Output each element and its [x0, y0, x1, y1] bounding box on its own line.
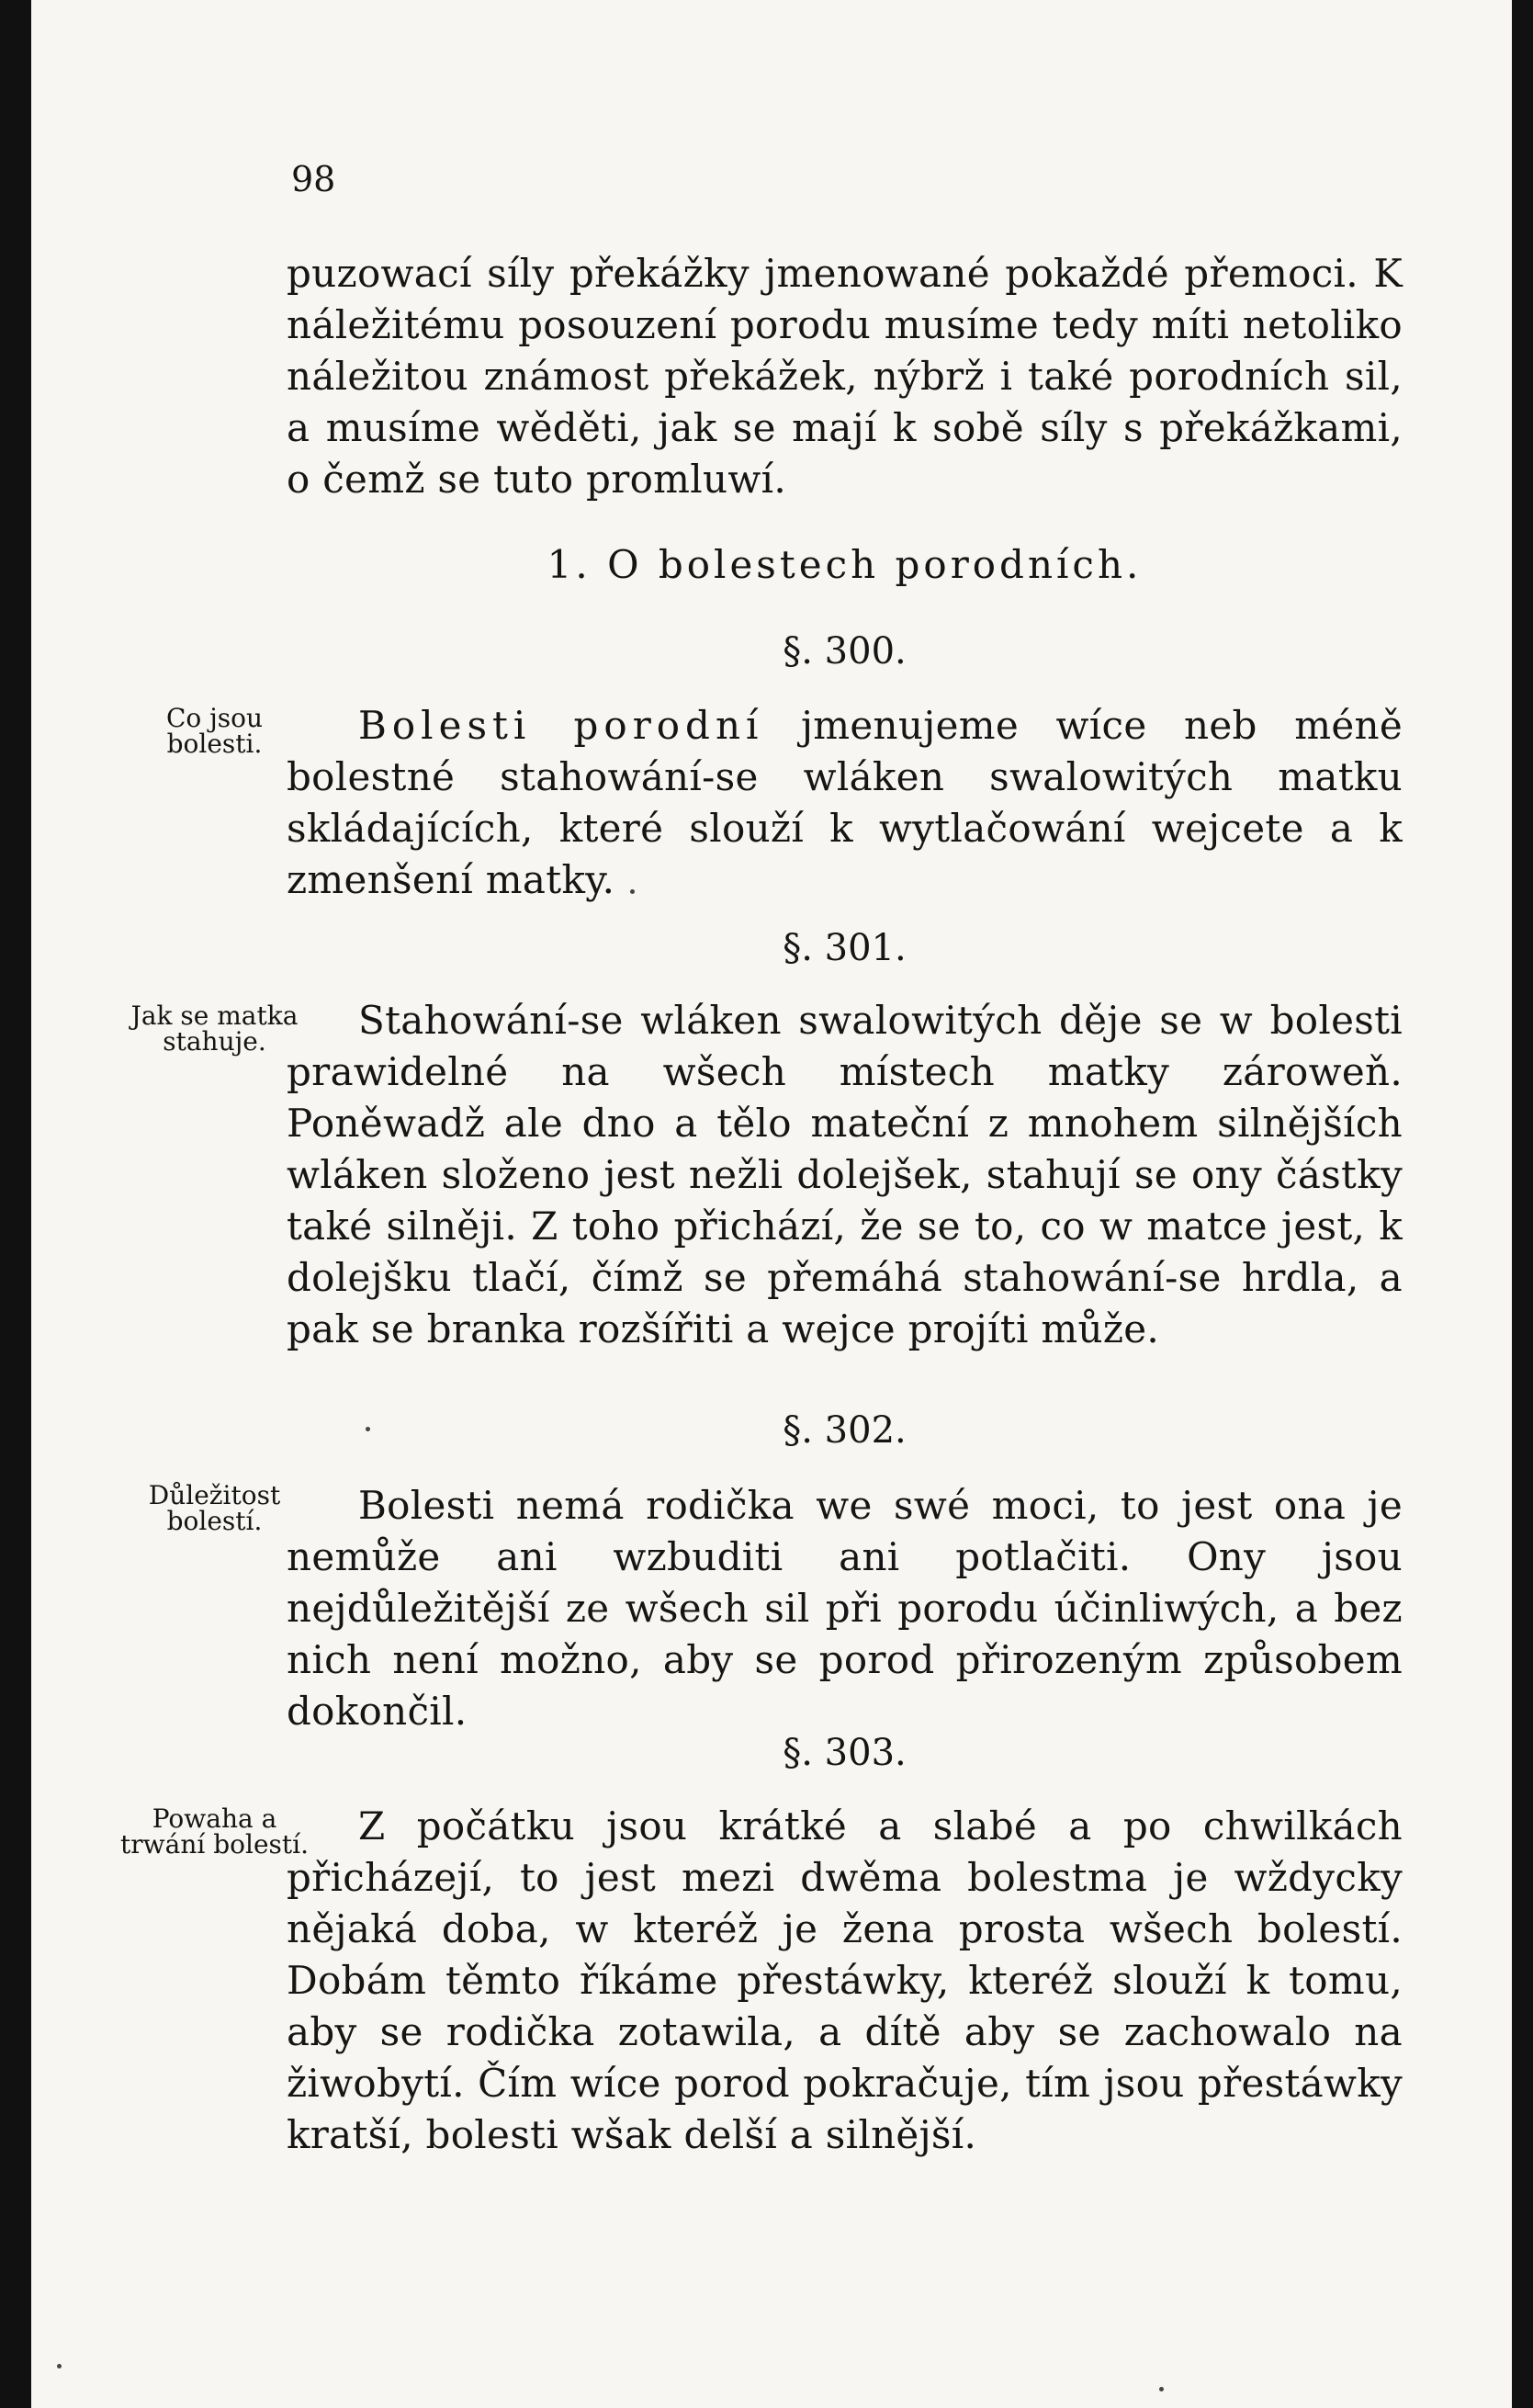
paragraph-301-text: Stahowání-se wláken swalowitých děje se w bolesti prawidelné na wšech místech matky zároweň. Poněwadž ale dno a tělo mateční z mnohem silnějších wláken složeno jest nežli dolejšek, stahují se ony částky také silněji. Z toho přichází, že se to, co w matce jest, k dolejšku tlačí, čímž se přemáhá stahowání-se hrdla, a pak se branka rozšířiti a wejce projíti může. — [287, 998, 1403, 1351]
margin-note-303: Powaha a trwání bolestí. — [120, 1803, 309, 1860]
intro-paragraph — [287, 248, 1403, 505]
paragraph-302-text: Bolesti nemá rodička we swé moci, to jest ona je nemůže ani wzbuditi ani potlačiti. Ony jsou nejdůležitější ze wšech sil při porodu účinliwých, a bez nich není možno, aby se porod přirozeným způsobem dokončil. — [287, 1483, 1403, 1734]
chapter-heading: 1. O bolestech porodních. — [547, 542, 1143, 587]
margin-note-301: Jak se matka stahuje. — [130, 1001, 299, 1057]
intro-text: puzowací síly překážky jmenowané pokaždé přemoci. K náležitému posouzení porodu musíme tedy míti netoliko náležitou známost překážek, nýbrž i také porodních sil, a musíme wěděti, jak se mají k sobě síly s překážkami, o čemž se tuto promluwí. — [287, 251, 1403, 502]
paragraph-301 — [287, 995, 1403, 1355]
section-number-300: §. 300. — [783, 630, 907, 673]
scan-speck — [630, 889, 635, 894]
paragraph-300-text: jmenujeme wíce neb méně bolestné stahowání-se wláken swalowitých matku skládajících, které slouží k wytlačowání wejcete a k zmenšení matky. — [287, 703, 1403, 902]
scan-speck — [57, 2364, 62, 2368]
scan-speck — [1159, 2387, 1164, 2391]
paragraph-303-text: Z počátku jsou krátké a slabé a po chwilkách přicházejí, to jest mezi dwěma bolestma je wždycky nějaká doba, w kteréž je žena prosta wšech bolestí. Dobám těmto říkáme přestáwky, kteréž slouží k tomu, aby se rodička zotawila, a dítě aby se zachowalo na žiwobytí. Čím wíce porod pokračuje, tím jsou přestáwky kratší, bolesti wšak delší a silnější. — [287, 1803, 1403, 2157]
book-page — [31, 0, 1512, 2408]
paragraph-300 — [287, 700, 1403, 906]
section-number-303: §. 303. — [783, 1732, 907, 1774]
section-number-302: §. 302. — [783, 1409, 907, 1452]
margin-note-300: Co jsou bolesti. — [165, 703, 264, 759]
paragraph-303 — [287, 1801, 1403, 2161]
paragraph-300-lead: Bolesti porodní — [358, 703, 764, 748]
section-number-301: §. 301. — [783, 927, 907, 969]
margin-note-302: Důležitost bolestí. — [148, 1480, 281, 1536]
scan-speck — [366, 1427, 370, 1431]
page-number: 98 — [291, 159, 336, 199]
paragraph-302 — [287, 1480, 1403, 1737]
